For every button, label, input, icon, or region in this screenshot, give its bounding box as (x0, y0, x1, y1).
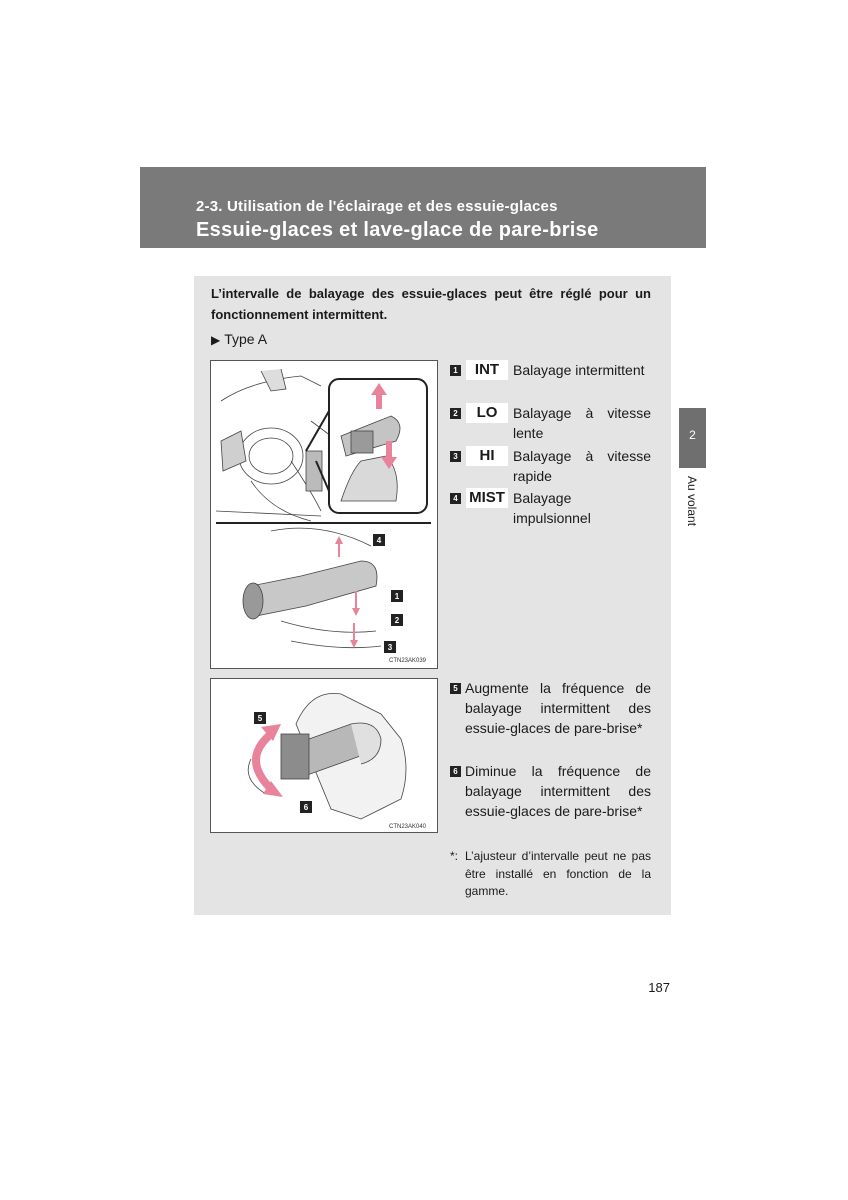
legend-number: 1 (450, 365, 461, 376)
legend-number: 3 (450, 451, 461, 462)
callout-6 (300, 801, 312, 813)
callout-2 (391, 614, 403, 626)
legend-number: 4 (450, 493, 461, 504)
callout-3-label: 3 (387, 643, 393, 652)
callout-1-label: 1 (394, 592, 400, 601)
legend-badge: HI (466, 446, 508, 466)
legend-item-lo (450, 403, 652, 445)
legend-text: Balayage impulsionnel (513, 490, 591, 526)
intro-text: L’intervalle de balayage des essuie-glaces peut être réglé pour un fonctionnement intermittent. (211, 286, 651, 322)
legend-text: Balayage intermittent (513, 362, 645, 378)
interval-adjuster-figure (210, 678, 438, 833)
description-text: Augmente la fréquence de balayage intermittent des essuie-glaces de pare-brise* (465, 680, 651, 736)
legend-badge: MIST (466, 488, 508, 508)
callout-2-label: 2 (394, 616, 400, 625)
type-label-text: Type A (224, 331, 268, 347)
chapter-label: Au volant (685, 476, 699, 527)
section-header (140, 167, 706, 248)
description-item-5 (450, 678, 651, 758)
wiper-lever-figure (210, 360, 438, 669)
type-label (211, 331, 267, 347)
wiper-lever-illustration (211, 361, 437, 668)
section-subtitle: 2-3. Utilisation de l'éclairage et des essuie-glaces (196, 198, 558, 215)
figure-code: CTN23AK040 (389, 824, 427, 830)
legend-badge: INT (466, 360, 508, 380)
interval-adjuster-illustration (211, 679, 437, 832)
callout-5 (254, 712, 266, 724)
legend-number: 2 (450, 408, 461, 419)
legend-item-hi (450, 446, 652, 488)
page-number: 187 (648, 980, 670, 995)
footnote-text: L’ajusteur d’intervalle peut ne pas être installé en fonction de la gamme. (465, 849, 651, 898)
legend-text: Balayage à vitesse lente (513, 405, 651, 441)
callout-6-label: 6 (303, 803, 309, 812)
legend-text: Balayage à vitesse rapide (513, 448, 651, 484)
callout-4-label: 4 (376, 536, 382, 545)
description-text: Diminue la fréquence de balayage intermittent des essuie-glaces de pare-brise* (465, 763, 651, 819)
callout-4 (373, 534, 385, 546)
callout-5-label: 5 (257, 714, 263, 723)
chapter-number: 2 (689, 428, 696, 442)
chapter-tab (679, 408, 706, 468)
triangle-right-icon: ▶ (211, 333, 221, 347)
legend-item-int (450, 360, 652, 402)
page-title: Essuie-glaces et lave-glace de pare-brise (196, 219, 599, 241)
callout-1 (391, 590, 403, 602)
description-number: 5 (450, 683, 461, 694)
description-item-6 (450, 761, 651, 841)
description-number: 6 (450, 766, 461, 777)
legend-item-mist (450, 488, 652, 530)
legend-badge: LO (466, 403, 508, 423)
callout-3 (384, 641, 396, 653)
figure-code: CTN23AK039 (389, 658, 427, 664)
footnote-mark: *: (450, 849, 459, 863)
